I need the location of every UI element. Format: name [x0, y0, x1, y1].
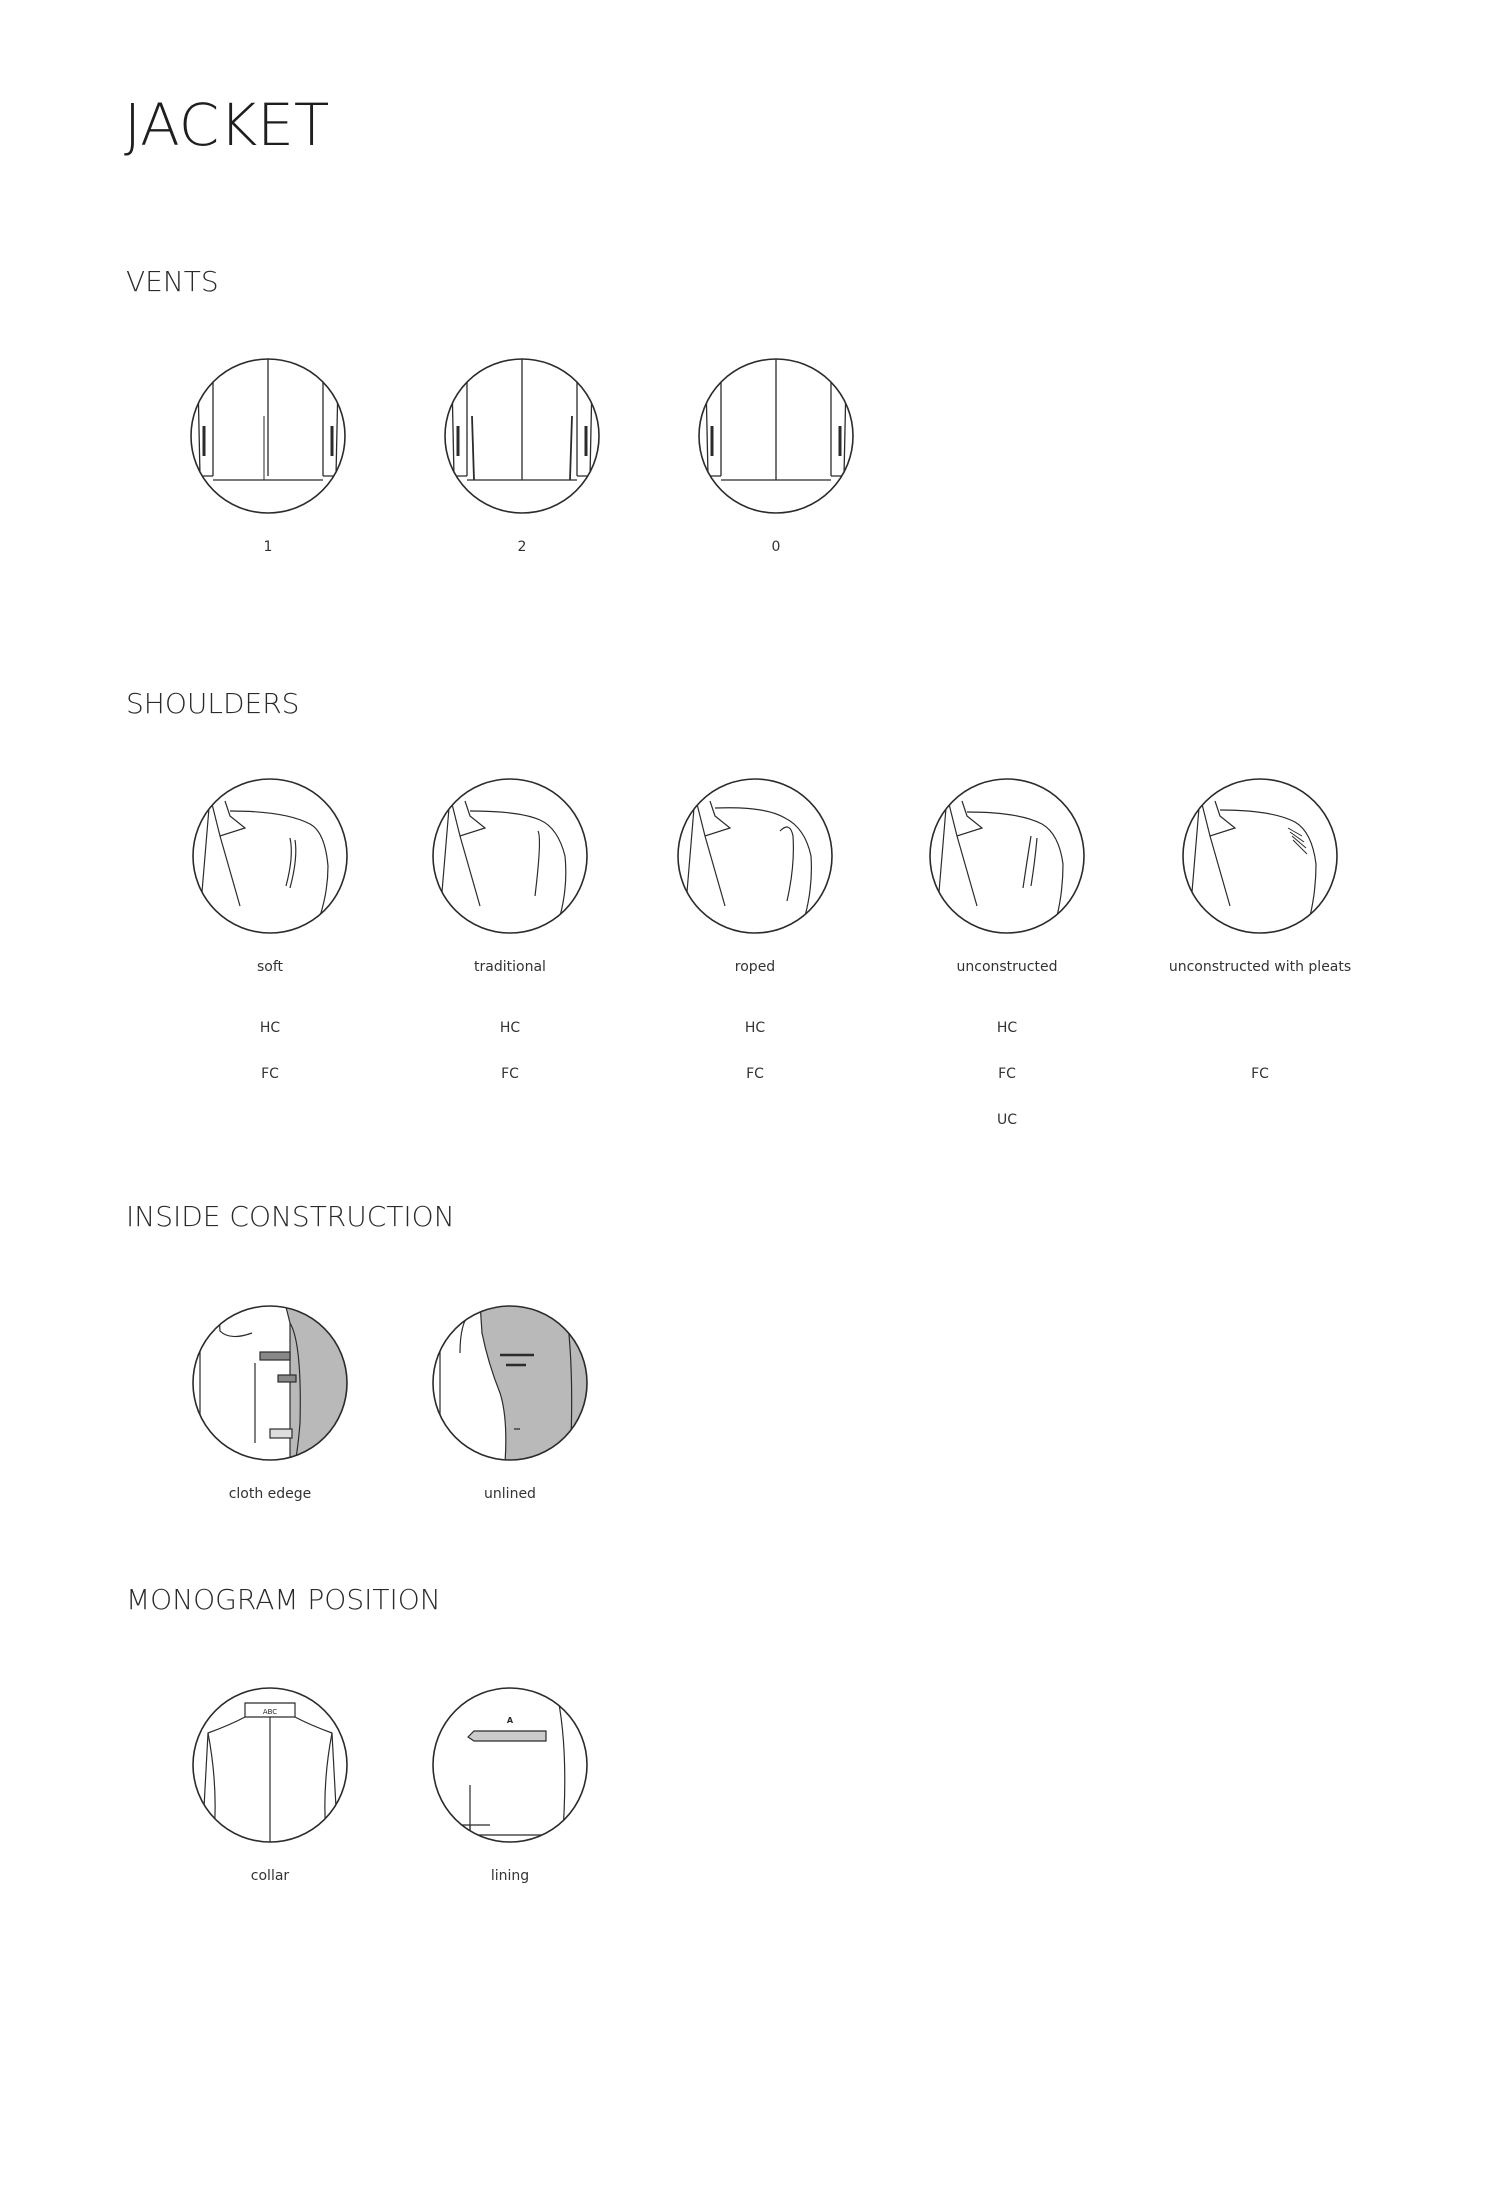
shoulder-unconstructed-illustration	[927, 776, 1087, 936]
monogram-mark-a: A	[506, 1716, 514, 1725]
vent-2-illustration	[442, 356, 602, 516]
monogram-label: lining	[490, 1868, 530, 1884]
section-heading-shoulders: SHOULDERS	[126, 687, 300, 720]
vent-label: 0	[771, 539, 781, 555]
section-heading-inside-construction: INSIDE CONSTRUCTION	[126, 1200, 455, 1233]
hc-label: HC	[744, 1020, 766, 1036]
inside-option-cloth-edge[interactable]	[160, 1303, 380, 1501]
monogram-lining-illustration	[430, 1685, 590, 1845]
fc-label: FC	[746, 1066, 764, 1082]
hc-label: HC	[499, 1020, 521, 1036]
shoulder-option-roped[interactable]	[645, 776, 865, 1116]
shoulder-option-soft[interactable]	[160, 776, 380, 1116]
shoulder-traditional-illustration	[430, 776, 590, 936]
shoulder-label: soft	[256, 959, 284, 975]
inside-unlined-illustration	[430, 1303, 590, 1463]
shoulder-label: unconstructed with pleats	[1168, 959, 1352, 975]
inside-label: unlined	[484, 1486, 536, 1502]
monogram-option-collar[interactable]	[160, 1685, 380, 1883]
vent-option-2[interactable]	[412, 356, 632, 554]
monogram-option-lining[interactable]	[400, 1685, 620, 1883]
section-heading-monogram-position: MONOGRAM POSITION	[126, 1583, 441, 1616]
fc-label: FC	[261, 1066, 279, 1082]
fc-label: FC	[998, 1066, 1016, 1082]
section-heading-vents: VENTS	[126, 265, 219, 298]
vent-label: 2	[517, 539, 527, 555]
hc-label: HC	[996, 1020, 1018, 1036]
vent-option-0[interactable]	[666, 356, 886, 554]
vent-option-1[interactable]	[158, 356, 378, 554]
hc-label: HC	[259, 1020, 281, 1036]
inside-cloth-edge-illustration	[190, 1303, 350, 1463]
vent-label: 1	[263, 539, 273, 555]
shoulder-label: unconstructed	[956, 959, 1058, 975]
inside-option-unlined[interactable]	[400, 1303, 620, 1501]
uc-label: UC	[996, 1112, 1018, 1128]
shoulder-option-traditional[interactable]	[400, 776, 620, 1116]
shoulder-soft-illustration	[190, 776, 350, 936]
shoulder-option-unconstructed-with-pleats[interactable]	[1150, 776, 1370, 1116]
monogram-label: collar	[250, 1868, 290, 1884]
page-title: JACKET	[124, 91, 330, 159]
fc-label: FC	[1251, 1066, 1269, 1082]
monogram-collar-illustration	[190, 1685, 350, 1845]
shoulder-option-unconstructed[interactable]	[897, 776, 1117, 1128]
vent-1-illustration	[188, 356, 348, 516]
fc-label: FC	[501, 1066, 519, 1082]
inside-label: cloth edege	[228, 1486, 312, 1502]
vent-0-illustration	[696, 356, 856, 516]
shoulder-pleats-illustration	[1180, 776, 1340, 936]
monogram-mark-abc: ABC	[262, 1708, 278, 1716]
shoulder-roped-illustration	[675, 776, 835, 936]
shoulder-label: traditional	[474, 959, 546, 975]
shoulder-label: roped	[734, 959, 776, 975]
